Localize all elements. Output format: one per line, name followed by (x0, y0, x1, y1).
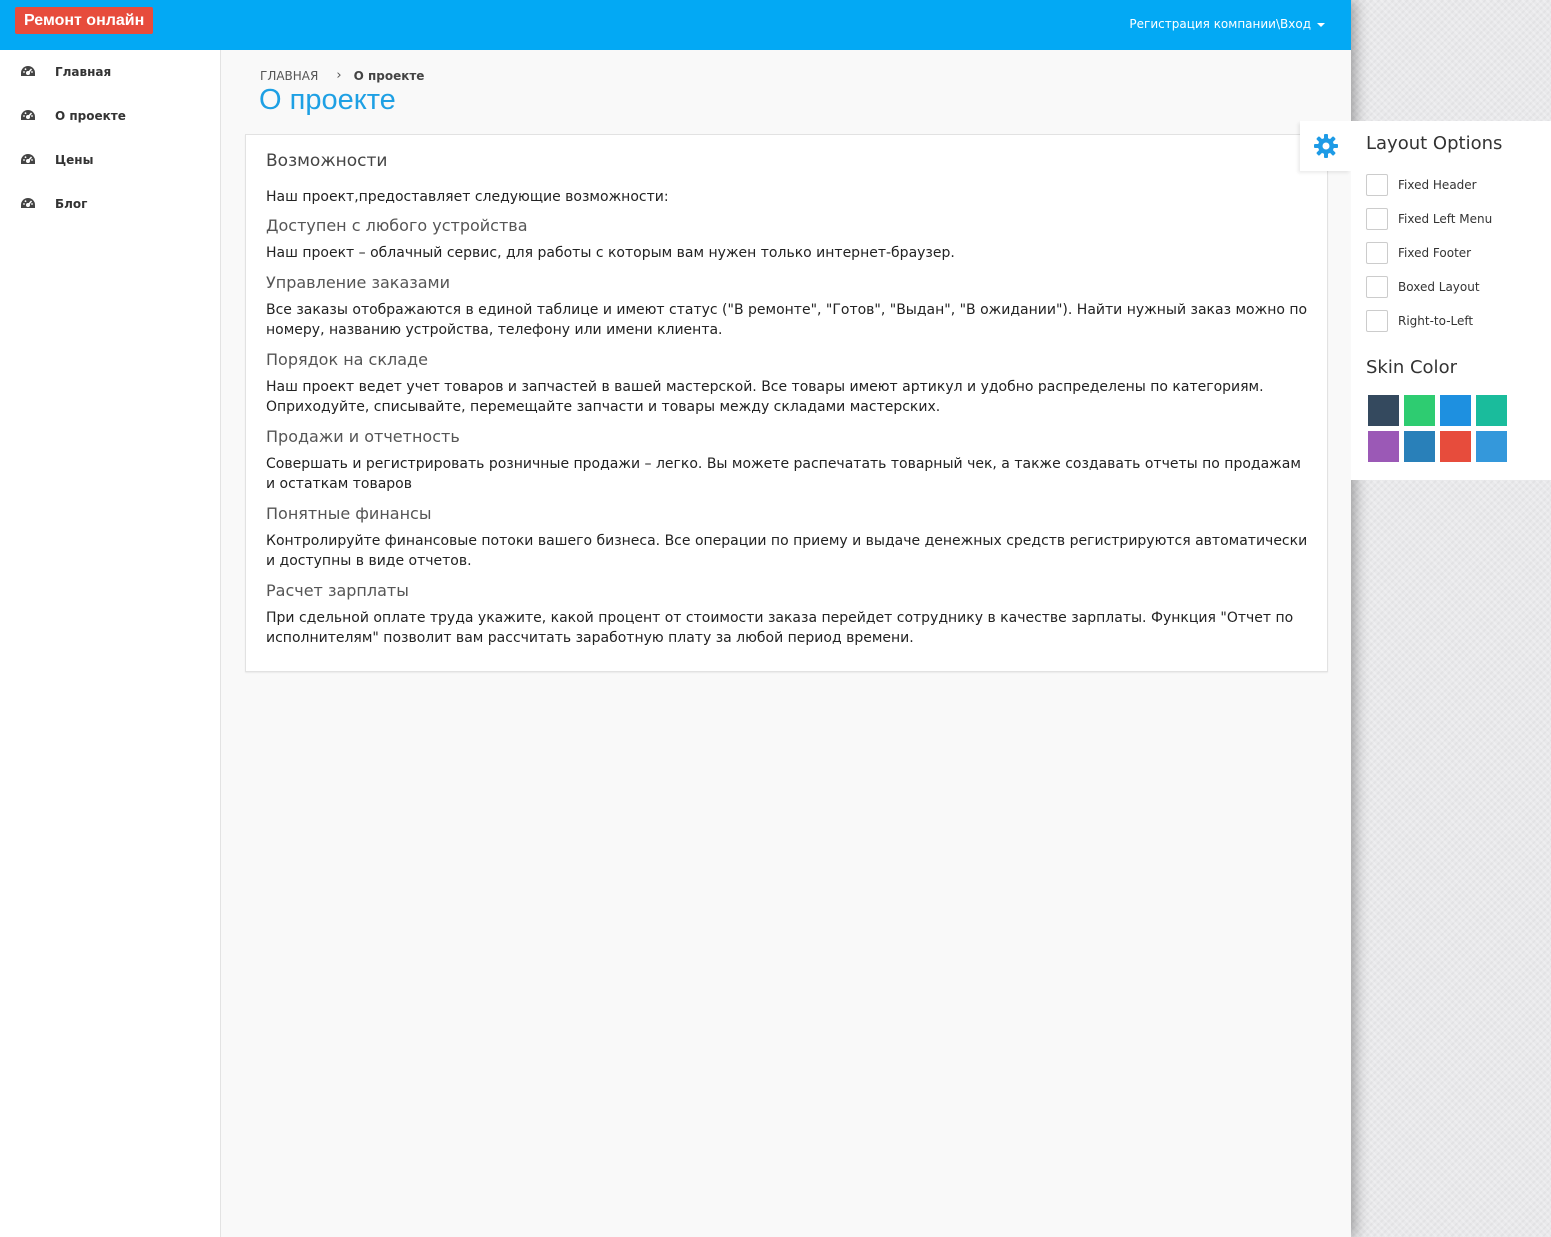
option-label: Right-to-Left (1398, 314, 1474, 328)
sidebar-item-about[interactable] (0, 94, 220, 138)
sidebar-item-label: Главная (55, 65, 112, 79)
option-label: Fixed Header (1398, 178, 1477, 192)
features-card (245, 134, 1328, 672)
caret-down-icon (1317, 23, 1325, 27)
chevron-right-icon: › (336, 68, 342, 83)
skin-swatch[interactable] (1476, 431, 1507, 462)
feature-text: При сдельной оплате труда укажите, какой процент от стоимости заказа перейдет сотруднику в качестве зарплаты. Функция "Отчет по исполнителям" позволит вам рассчитать заработную плату за любой период времени. (266, 610, 1294, 646)
feature-title: Управление заказами (266, 273, 451, 292)
option-right-to-left[interactable] (1366, 310, 1473, 332)
skin-swatch[interactable] (1440, 395, 1471, 426)
boxed-layout-checkbox[interactable] (1366, 276, 1388, 298)
fixed-header-checkbox[interactable] (1366, 174, 1388, 196)
skin-swatch[interactable] (1368, 395, 1399, 426)
sidebar-item-label: Блог (55, 197, 88, 211)
feature-title: Расчет зарплаты (266, 581, 409, 600)
dashboard-icon (20, 153, 36, 167)
feature-title: Понятные финансы (266, 504, 432, 523)
feature-text: Контролируйте финансовые потоки вашего бизнеса. Все операции по приему и выдаче денежных средств регистрируются автоматически и доступны в виде отчетов. (266, 533, 1308, 569)
skin-swatch[interactable] (1404, 431, 1435, 462)
sidebar (0, 50, 221, 1237)
feature-text: Совершать и регистрировать розничные продажи – легко. Вы можете распечатать товарный чек, а также создавать отчеты по продажам и остаткам товаров (266, 456, 1301, 492)
settings-toggle-button[interactable] (1300, 121, 1351, 171)
dashboard-icon (20, 65, 36, 79)
skin-swatch[interactable] (1368, 431, 1399, 462)
gear-icon (1313, 133, 1339, 159)
fixed-left-menu-checkbox[interactable] (1366, 208, 1388, 230)
feature-text: Все заказы отображаются в единой таблице и имеют статус ("В ремонте", "Готов", "Выдан", "В ожидании"). Найти нужный заказ можно по номеру, названию устройства, телефону или имени клиента. (266, 302, 1308, 338)
option-label: Fixed Left Menu (1398, 212, 1493, 226)
sidebar-item-label: О проекте (55, 109, 126, 123)
skin-swatches (1368, 395, 1510, 462)
top-navbar (0, 0, 1351, 50)
register-login-dropdown[interactable] (1129, 17, 1325, 31)
skin-swatch[interactable] (1404, 395, 1435, 426)
skin-swatch[interactable] (1476, 395, 1507, 426)
breadcrumb-home-link[interactable]: ГЛАВНАЯ (260, 68, 319, 83)
option-fixed-left-menu[interactable] (1366, 208, 1492, 230)
dashboard-icon (20, 197, 36, 211)
sidebar-item-blog[interactable] (0, 182, 220, 226)
register-login-label: Регистрация компании\Вход (1129, 17, 1311, 31)
dashboard-icon (20, 109, 36, 123)
settings-panel (1351, 121, 1551, 480)
option-label: Fixed Footer (1398, 246, 1472, 260)
fixed-footer-checkbox[interactable] (1366, 242, 1388, 264)
page-title: О проекте (259, 84, 396, 116)
breadcrumb (260, 68, 424, 83)
intro-text: Наш проект,предоставляет следующие возможности: (266, 189, 669, 205)
right-to-left-checkbox[interactable] (1366, 310, 1388, 332)
option-fixed-header[interactable] (1366, 174, 1477, 196)
sidebar-item-home[interactable] (0, 50, 220, 94)
option-fixed-footer[interactable] (1366, 242, 1471, 264)
sidebar-item-prices[interactable] (0, 138, 220, 182)
card-body (266, 187, 1311, 657)
feature-title: Продажи и отчетность (266, 427, 460, 446)
brand-logo[interactable]: Ремонт онлайн (15, 7, 153, 34)
feature-text: Наш проект – облачный сервис, для работы с которым вам нужен только интернет-браузер. (266, 245, 955, 261)
option-label: Boxed Layout (1398, 280, 1480, 294)
feature-title: Порядок на складе (266, 350, 428, 369)
sidebar-item-label: Цены (55, 153, 94, 167)
option-boxed-layout[interactable] (1366, 276, 1480, 298)
feature-text: Наш проект ведет учет товаров и запчастей в вашей мастерской. Все товары имеют артикул и удобно распределены по категориям. Оприходуйте, списывайте, перемещайте запчасти и товары между складами мастерских. (266, 379, 1264, 415)
skin-swatch[interactable] (1440, 431, 1471, 462)
card-title: Возможности (266, 151, 388, 171)
feature-title: Доступен с любого устройства (266, 216, 528, 235)
breadcrumb-current: О проекте (353, 68, 425, 83)
skin-color-heading: Skin Color (1366, 357, 1457, 378)
layout-options-heading: Layout Options (1366, 133, 1503, 154)
